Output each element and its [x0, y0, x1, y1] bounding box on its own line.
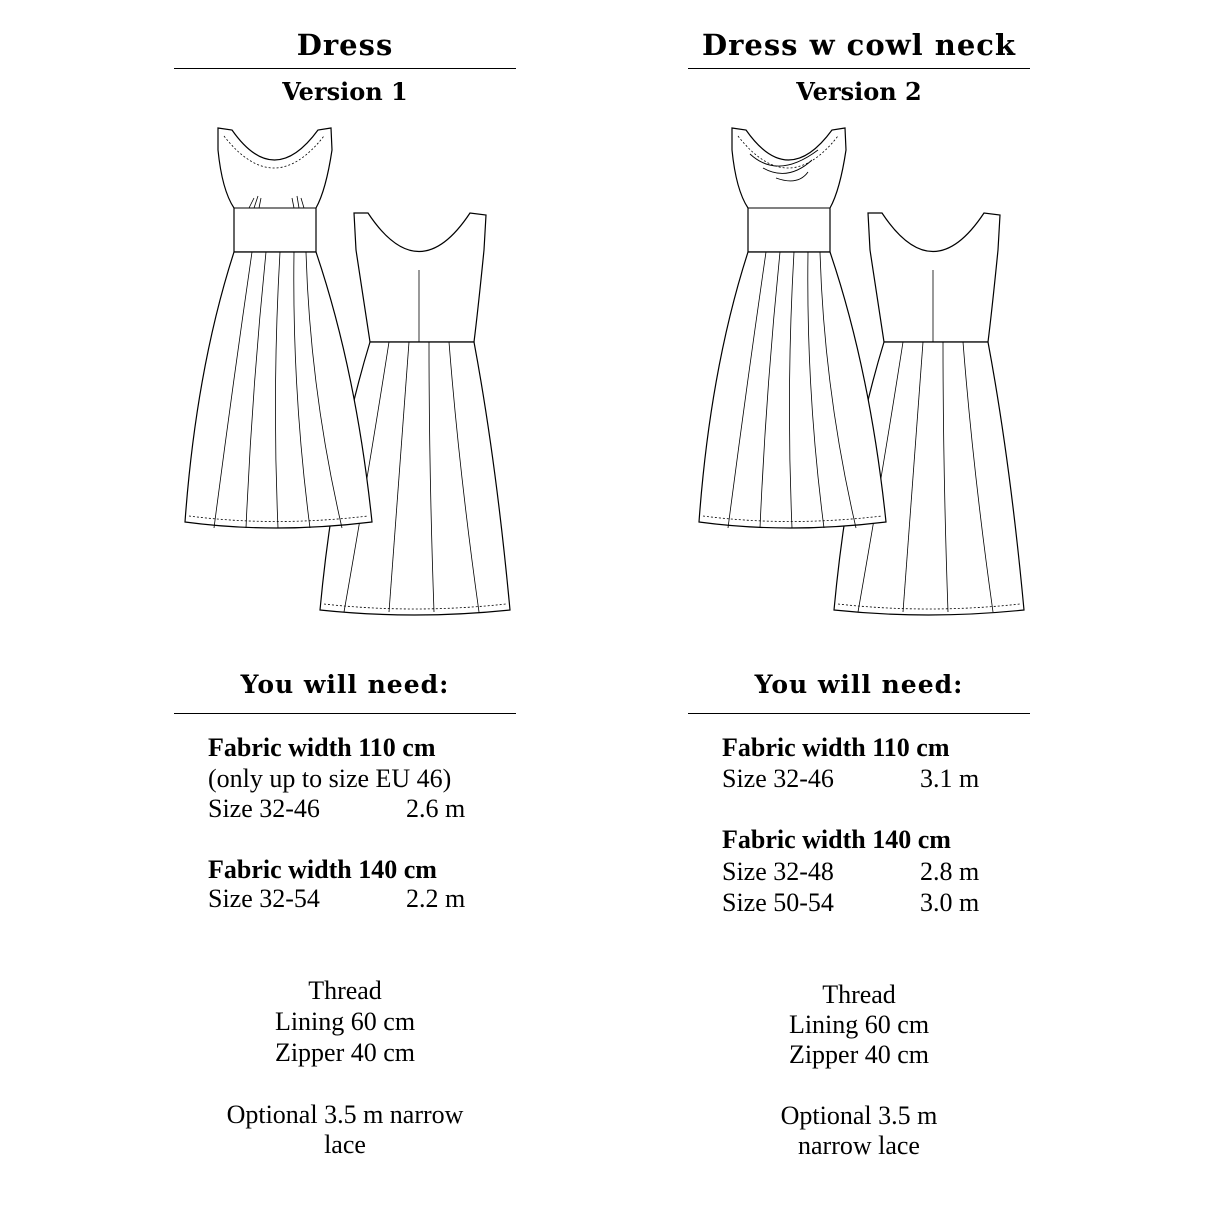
- notion-zipper: Zipper 40 cm: [274, 1038, 416, 1067]
- front-skirt: [185, 252, 372, 528]
- you-will-need-heading: You will need:: [240, 670, 450, 699]
- size: Size 32-46: [722, 764, 834, 793]
- you-will-need-heading: You will need:: [754, 670, 964, 699]
- amount: 2.6 m: [406, 794, 466, 823]
- size: Size 32-46: [208, 794, 320, 823]
- size-row: [208, 884, 466, 914]
- fabric-110-label: Fabric width 110 cm: [722, 733, 950, 762]
- optional-line-2: narrow lace: [798, 1131, 920, 1160]
- fabric-110-label: Fabric width 110 cm: [208, 733, 436, 762]
- size-row: [208, 794, 466, 824]
- notion-thread: Thread: [308, 976, 382, 1005]
- size: Size 50-54: [722, 888, 834, 917]
- dress-illustration: [174, 120, 516, 640]
- version-title: Dress: [296, 28, 394, 62]
- optional-line-2: lace: [324, 1130, 366, 1159]
- back-bodice: [354, 213, 486, 342]
- size-row: [722, 888, 980, 918]
- optional-line-1: Optional 3.5 m narrow: [226, 1100, 464, 1129]
- front-skirt: [699, 252, 886, 528]
- size: Size 32-54: [208, 884, 320, 913]
- size: Size 32-48: [722, 857, 834, 886]
- fabric-140-label: Fabric width 140 cm: [722, 825, 951, 854]
- version-2-column: [688, 0, 1030, 1220]
- notion-thread: Thread: [822, 980, 896, 1009]
- version-subtitle: Version 2: [796, 77, 922, 106]
- amount: 2.2 m: [406, 884, 466, 913]
- fabric-140-label: Fabric width 140 cm: [208, 855, 437, 884]
- size-row: [722, 764, 980, 794]
- amount: 3.1 m: [920, 764, 980, 793]
- version-1-column: [174, 0, 516, 1220]
- optional-line-1: Optional 3.5 m: [780, 1101, 938, 1130]
- size-row: [722, 857, 980, 887]
- amount: 3.0 m: [920, 888, 980, 917]
- notion-zipper: Zipper 40 cm: [788, 1040, 930, 1069]
- amount: 2.8 m: [920, 857, 980, 886]
- divider: [174, 68, 516, 69]
- cowl-neck-dress-illustration: [688, 120, 1030, 640]
- back-bodice: [868, 213, 1000, 342]
- divider: [174, 713, 516, 714]
- divider: [688, 68, 1030, 69]
- notion-lining: Lining 60 cm: [788, 1010, 930, 1039]
- version-title: Dress w cowl neck: [701, 28, 1017, 62]
- notion-lining: Lining 60 cm: [274, 1007, 416, 1036]
- divider: [688, 713, 1030, 714]
- version-subtitle: Version 1: [282, 77, 408, 106]
- fabric-110-note: (only up to size EU 46): [208, 764, 452, 793]
